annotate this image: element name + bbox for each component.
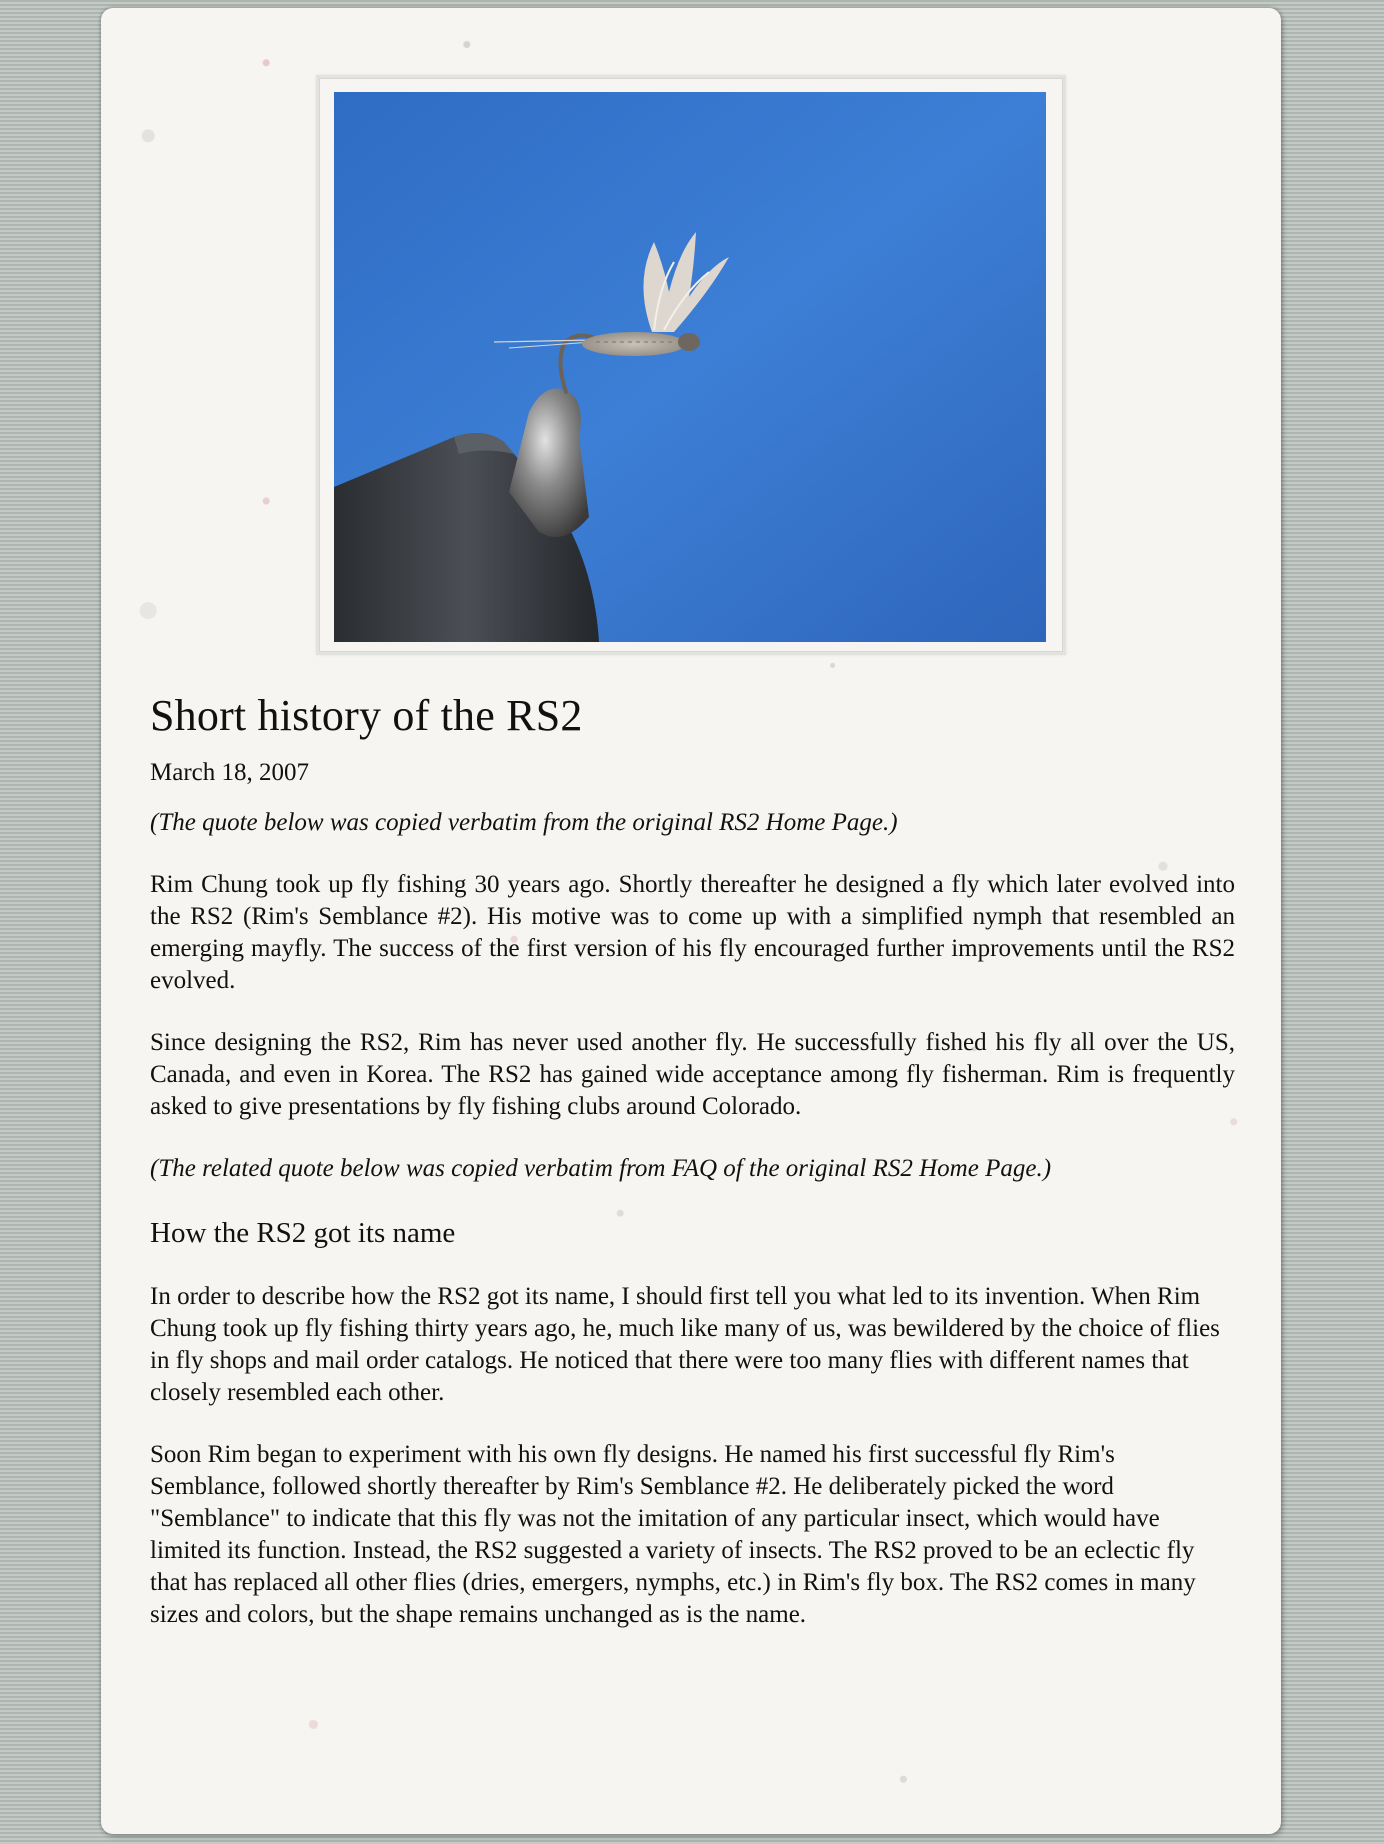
post-date: March 18, 2007 xyxy=(150,759,309,786)
page-title: Short history of the RS2 xyxy=(150,691,583,740)
source-note: (The quote below was copied verbatim from the original RS2 Home Page.) xyxy=(150,809,898,836)
rs2-fly-photo xyxy=(334,92,1046,642)
paragraph-history-2: Since designing the RS2, Rim has never used another fly. He successfully fished his fly all over the US, Canada, and even in Korea. The RS2 has gained wide acceptance among fly fisherman. Rim is frequently asked to give presentations by fly fishing clubs around Colorado. xyxy=(150,1029,1235,1120)
article xyxy=(150,690,1235,1631)
faq-source-note: (The related quote below was copied verbatim from FAQ of the original RS2 Home Page.) xyxy=(150,1155,1052,1182)
page-card xyxy=(101,8,1281,1834)
paragraph-name-1: In order to describe how the RS2 got its name, I should first tell you what led to its invention. When Rim Chung took up fly fishing thirty years ago, he, much like many of us, was bewildered by the choice of flies in fly shops and mail order catalogs. He noticed that there were too many flies with different names that closely resembled each other. xyxy=(150,1283,1220,1406)
paragraph-history-1: Rim Chung took up fly fishing 30 years ago. Shortly thereafter he designed a fly which later evolved into the RS2 (Rim's Semblance #2). His motive was to come up with a simplified nymph that resembled an emerging mayfly. The success of the first version of his fly encouraged further improvements until the RS2 evolved. xyxy=(150,871,1235,994)
paragraph-name-2: Soon Rim began to experiment with his own fly designs. He named his first successful fly Rim's Semblance, followed shortly thereafter by Rim's Semblance #2. He deliberately picked the word "Semblance" to indicate that this fly was not the imitation of any particular insect, which would have limited its function. Instead, the RS2 suggested a variety of insects. The RS2 proved to be an eclectic fly that has replaced all other flies (dries, emergers, nymphs, etc.) in Rim's fly box. The RS2 comes in many sizes and colors, but the shape remains unchanged as is the name. xyxy=(150,1441,1196,1628)
section-heading: How the RS2 got its name xyxy=(150,1217,456,1249)
